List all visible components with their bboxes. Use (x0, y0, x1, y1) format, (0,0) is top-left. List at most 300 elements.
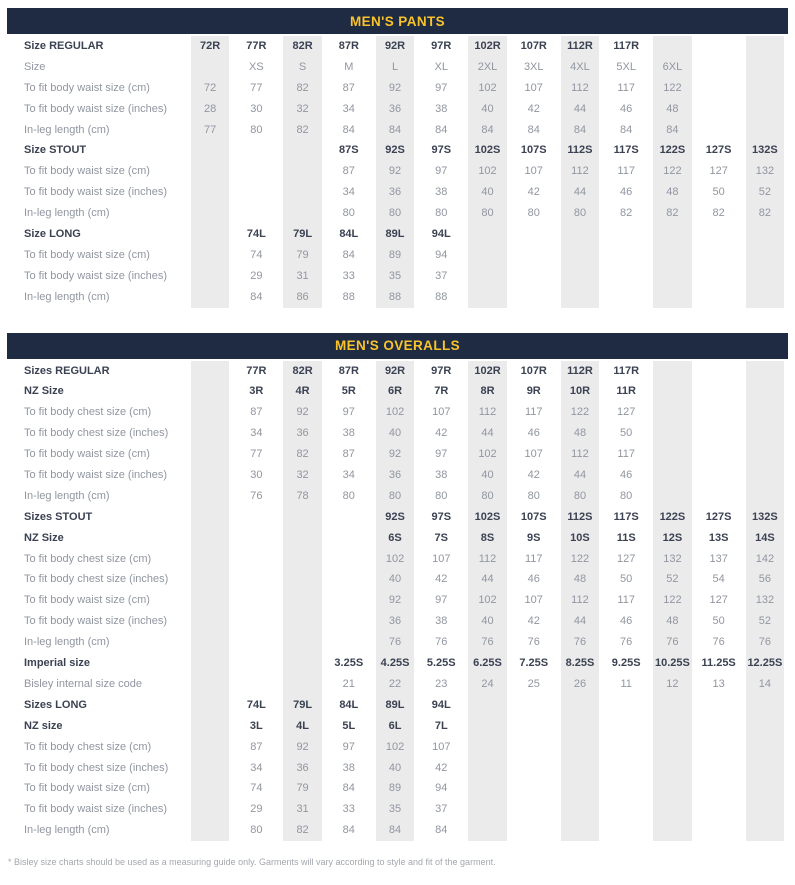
size-cell: 82 (279, 120, 325, 141)
row-label: Size REGULAR (24, 40, 104, 52)
size-cell: 77 (250, 448, 263, 461)
row-label: To fit body waist size (inches) (24, 469, 168, 482)
size-cell (557, 737, 603, 758)
size-cell (696, 758, 742, 779)
size-cell (233, 161, 279, 182)
size-cell (742, 737, 788, 758)
size-cell: 36 (372, 465, 418, 486)
size-cell: 6.25S (464, 653, 510, 674)
size-cell: 21 (342, 677, 355, 690)
size-cell: 14S (742, 528, 788, 549)
row-label: Bisley internal size code (24, 677, 143, 690)
size-cell (279, 549, 325, 570)
size-cell (511, 799, 557, 820)
size-cell (649, 716, 695, 737)
footnote: * Bisley size charts should be used as a measuring guide only. Garments will vary according to style and fit of the garment. (8, 857, 496, 868)
size-cell: 74L (246, 228, 266, 241)
size-cell: 2XL (464, 57, 510, 78)
size-cell: 72R (187, 36, 233, 57)
size-cell (187, 758, 233, 779)
size-cell (233, 549, 279, 570)
size-cell: 97 (342, 406, 355, 419)
size-cell: 12 (649, 674, 695, 695)
size-cell: 8R (464, 381, 510, 402)
size-cell (742, 245, 788, 266)
size-cell: 34 (342, 102, 355, 115)
size-cell: 89 (372, 245, 418, 266)
size-cell: 89 (372, 778, 418, 799)
size-cell: 132 (742, 161, 788, 182)
size-cell: 80 (372, 203, 418, 224)
size-cell (696, 778, 742, 799)
size-cell: 80 (435, 489, 448, 502)
size-cell: 92 (372, 590, 418, 611)
size-cell: 11S (616, 531, 636, 544)
size-cell (603, 737, 649, 758)
size-cell: 82 (620, 207, 633, 220)
size-cell: 44 (464, 423, 510, 444)
size-cell: 94L (431, 698, 451, 711)
size-cell (187, 653, 233, 674)
size-cell (742, 224, 788, 245)
size-cell (696, 737, 742, 758)
size-cell: 107R (520, 364, 547, 377)
size-cell (233, 632, 279, 653)
size-cell: 107 (432, 740, 451, 753)
size-cell: 42 (527, 469, 540, 482)
size-cell: 11 (620, 677, 632, 690)
size-cell (696, 78, 742, 99)
size-cell: 97S (431, 144, 452, 157)
row-label: Size LONG (24, 228, 81, 241)
size-cell (187, 695, 233, 716)
size-cell: 7L (434, 719, 448, 732)
size-cell (326, 507, 372, 528)
size-cell (649, 287, 695, 308)
size-cell: 107S (520, 510, 547, 523)
size-cell: 84 (435, 824, 448, 837)
size-cell: 29 (250, 269, 263, 282)
size-cell (187, 528, 233, 549)
size-cell: 50 (712, 615, 725, 628)
size-cell (742, 486, 788, 507)
size-cell: 5L (342, 719, 356, 732)
size-cell: 87R (338, 364, 359, 377)
size-cell (696, 120, 742, 141)
mens-pants-table (7, 8, 788, 308)
size-cell: 38 (435, 186, 448, 199)
size-cell: 7.25S (519, 657, 549, 670)
size-cell: 80 (250, 824, 263, 837)
size-cell: 87 (342, 81, 355, 94)
size-cell: 8.25S (557, 653, 603, 674)
size-cell (187, 266, 233, 287)
size-cell: L (372, 57, 418, 78)
size-cell: 77 (187, 120, 233, 141)
size-cell (603, 287, 649, 308)
mens-pants-grid (7, 36, 788, 308)
mens-overalls-grid (7, 361, 788, 841)
size-cell (233, 590, 279, 611)
size-cell: 40 (464, 611, 510, 632)
size-cell (742, 287, 788, 308)
size-cell: 52 (649, 569, 695, 590)
size-cell: 48 (557, 423, 603, 444)
size-cell: 117 (617, 165, 635, 178)
size-cell: S (279, 57, 325, 78)
size-cell: 34 (250, 761, 263, 774)
size-cell (187, 140, 233, 161)
size-cell: 122 (557, 549, 603, 570)
size-cell (187, 423, 233, 444)
size-cell (511, 245, 557, 266)
size-cell: 44 (557, 465, 603, 486)
size-cell: 107 (524, 81, 543, 94)
row-label: In-leg length (cm) (24, 824, 110, 837)
size-cell (603, 245, 649, 266)
size-cell: 33 (342, 269, 355, 282)
size-cell: 48 (649, 182, 695, 203)
size-cell: 92 (372, 78, 418, 99)
size-cell (742, 78, 788, 99)
size-cell: 79 (279, 778, 325, 799)
size-cell: M (344, 60, 354, 73)
row-label: In-leg length (cm) (24, 636, 110, 649)
size-cell: 3.25S (334, 657, 364, 670)
size-cell (603, 820, 649, 841)
size-cell: 97 (342, 740, 355, 753)
size-cell: 97 (435, 594, 448, 607)
size-cell (511, 820, 557, 841)
size-cell (187, 799, 233, 820)
size-cell (696, 361, 742, 382)
size-cell: 112S (557, 140, 603, 161)
size-cell: 92R (372, 361, 418, 382)
size-cell (233, 182, 279, 203)
size-cell (742, 758, 788, 779)
size-cell (696, 820, 742, 841)
size-cell (187, 569, 233, 590)
size-cell: 117 (524, 406, 543, 419)
size-cell: 38 (342, 427, 355, 440)
size-cell: 122S (649, 507, 695, 528)
size-cell: 52 (742, 182, 788, 203)
size-cell (603, 266, 649, 287)
size-cell (187, 182, 233, 203)
row-label: To fit body waist size (cm) (24, 594, 150, 607)
size-cell: 117 (617, 594, 635, 607)
size-cell: 97R (431, 364, 452, 377)
size-cell (742, 266, 788, 287)
size-cell: 82R (279, 361, 325, 382)
size-cell (696, 465, 742, 486)
size-cell (187, 287, 233, 308)
size-cell (187, 820, 233, 841)
size-cell: 122 (649, 161, 695, 182)
size-cell (279, 203, 325, 224)
size-cell: 92S (372, 140, 418, 161)
size-cell: 87 (250, 406, 263, 419)
size-cell (464, 245, 510, 266)
size-cell: 36 (372, 182, 418, 203)
size-cell: 48 (649, 99, 695, 120)
size-cell: 82 (279, 78, 325, 99)
size-cell: 6XL (649, 57, 695, 78)
size-cell: 86 (279, 287, 325, 308)
size-cell: 4L (279, 716, 325, 737)
size-cell (279, 140, 325, 161)
row-label: To fit body waist size (inches) (24, 615, 168, 628)
size-cell: 44 (557, 182, 603, 203)
size-cell: 32 (279, 99, 325, 120)
size-cell (696, 695, 742, 716)
size-cell: 12S (649, 528, 695, 549)
size-cell: 76 (527, 636, 540, 649)
size-cell: 88 (372, 287, 418, 308)
size-cell: 142 (742, 549, 788, 570)
size-cell: 97R (431, 40, 452, 52)
size-cell (649, 245, 695, 266)
size-cell (187, 224, 233, 245)
size-cell (649, 778, 695, 799)
size-cell (649, 266, 695, 287)
size-cell: 11.25S (701, 657, 736, 670)
size-cell: 77 (250, 81, 263, 94)
size-cell: 6R (372, 381, 418, 402)
size-cell: 30 (250, 102, 263, 115)
size-cell: 38 (342, 761, 355, 774)
size-cell (742, 799, 788, 820)
size-cell: 14 (742, 674, 788, 695)
row-label: To fit body waist size (inches) (24, 269, 168, 282)
size-cell (187, 716, 233, 737)
size-cell (742, 361, 788, 382)
size-cell: 87 (342, 165, 355, 178)
row-label: Imperial size (24, 657, 91, 670)
size-cell (742, 820, 788, 841)
size-cell (279, 653, 325, 674)
size-cell: 102S (464, 140, 510, 161)
size-cell: 76 (649, 632, 695, 653)
size-cell (742, 402, 788, 423)
size-cell: 80 (464, 203, 510, 224)
size-cell (603, 716, 649, 737)
size-cell: 38 (435, 615, 448, 628)
size-cell: 112 (557, 161, 603, 182)
size-cell (279, 590, 325, 611)
size-cell: 31 (279, 799, 325, 820)
size-cell (464, 287, 510, 308)
size-cell: 107 (524, 594, 543, 607)
size-cell: 35 (372, 799, 418, 820)
size-cell: 35 (372, 266, 418, 287)
size-cell: 34 (342, 186, 355, 199)
mens-pants-header-bar (7, 8, 788, 34)
size-cell: 24 (464, 674, 510, 695)
row-label: In-leg length (cm) (24, 290, 110, 303)
size-cell: 40 (372, 758, 418, 779)
row-label: To fit body chest size (cm) (24, 552, 152, 565)
size-cell: 72 (187, 78, 233, 99)
size-cell (187, 161, 233, 182)
row-label: Size STOUT (24, 144, 87, 157)
size-cell (233, 653, 279, 674)
size-cell: 102 (464, 444, 510, 465)
size-cell (187, 507, 233, 528)
size-cell (742, 716, 788, 737)
size-cell (649, 381, 695, 402)
size-cell: 44 (557, 99, 603, 120)
size-cell: 88 (435, 290, 448, 303)
size-cell: 102 (464, 590, 510, 611)
size-cell: 84 (557, 120, 603, 141)
size-cell: 112 (557, 590, 603, 611)
size-cell (649, 820, 695, 841)
size-cell: 77R (246, 40, 267, 52)
size-cell (557, 224, 603, 245)
size-cell: 40 (372, 569, 418, 590)
row-label: To fit body waist size (cm) (24, 448, 150, 461)
size-cell (696, 423, 742, 444)
size-cell (464, 737, 510, 758)
size-cell (187, 486, 233, 507)
size-cell (464, 778, 510, 799)
size-cell: 122 (557, 402, 603, 423)
row-label: To fit body chest size (cm) (24, 406, 152, 419)
size-cell: 80 (342, 207, 355, 220)
size-cell: 76 (712, 636, 725, 649)
size-cell (557, 778, 603, 799)
size-cell: 84 (342, 123, 355, 136)
size-cell: 9R (526, 385, 541, 398)
size-cell: 28 (187, 99, 233, 120)
size-cell (696, 486, 742, 507)
size-cell: 33 (342, 803, 355, 816)
size-cell: 112R (557, 36, 603, 57)
size-cell: 4R (279, 381, 325, 402)
size-cell: 92 (372, 444, 418, 465)
row-label: NZ size (24, 719, 63, 732)
size-cell (187, 203, 233, 224)
size-cell: 54 (712, 573, 725, 586)
size-cell: 36 (372, 99, 418, 120)
size-cell: 102 (372, 737, 418, 758)
size-cell (326, 528, 372, 549)
size-cell: 112 (464, 549, 510, 570)
row-label: To fit body waist size (cm) (24, 782, 150, 795)
size-cell: 117S (613, 510, 639, 523)
size-cell: 122 (649, 590, 695, 611)
size-cell: 42 (435, 427, 448, 440)
size-cell: 94L (431, 228, 451, 241)
size-cell: 94 (435, 782, 448, 795)
size-cell: 4XL (557, 57, 603, 78)
size-cell: 92R (372, 36, 418, 57)
size-cell: 84 (372, 120, 418, 141)
size-cell (279, 528, 325, 549)
size-cell: 56 (742, 569, 788, 590)
size-cell: 107 (432, 406, 451, 419)
size-cell: 102R (464, 36, 510, 57)
size-cell: 3XL (523, 60, 544, 73)
size-cell (696, 799, 742, 820)
mens-overalls-header-bar (7, 333, 788, 359)
size-cell: 3R (249, 385, 264, 398)
size-cell (696, 266, 742, 287)
size-cell: 40 (372, 423, 418, 444)
size-cell (603, 695, 649, 716)
size-cell: 74 (250, 782, 263, 795)
size-cell (649, 224, 695, 245)
size-cell: 3L (249, 719, 263, 732)
size-cell: 112 (557, 444, 603, 465)
row-label: To fit body chest size (inches) (24, 573, 169, 586)
size-cell: 84 (649, 120, 695, 141)
size-cell: 6S (372, 528, 418, 549)
size-cell (649, 799, 695, 820)
size-cell: 79 (279, 245, 325, 266)
size-cell: 26 (557, 674, 603, 695)
size-cell (557, 758, 603, 779)
size-cell (187, 361, 233, 382)
size-cell: 132 (742, 590, 788, 611)
size-cell (696, 36, 742, 57)
size-cell: 87 (342, 448, 355, 461)
size-cell: 30 (250, 469, 263, 482)
size-cell: 112R (557, 361, 603, 382)
size-cell (464, 266, 510, 287)
size-cell: 80 (557, 203, 603, 224)
row-label: To fit body waist size (cm) (24, 165, 150, 178)
size-cell (279, 632, 325, 653)
size-cell: 117 (524, 552, 543, 565)
size-cell (649, 402, 695, 423)
size-cell: 48 (557, 569, 603, 590)
size-cell: 76 (250, 489, 263, 502)
size-cell: 122S (649, 140, 695, 161)
size-cell: 82 (712, 207, 725, 220)
size-cell: 92S (372, 507, 418, 528)
size-cell: 9.25S (611, 657, 641, 670)
size-cell (326, 549, 372, 570)
size-cell (649, 465, 695, 486)
size-cell: 80 (620, 489, 633, 502)
size-cell (279, 507, 325, 528)
size-cell: 8S (464, 528, 510, 549)
size-cell: 84 (342, 248, 355, 261)
size-cell: 46 (620, 102, 633, 115)
size-cell (603, 758, 649, 779)
size-cell (557, 820, 603, 841)
size-cell (511, 758, 557, 779)
size-cell: 97 (435, 81, 448, 94)
size-cell: 92 (279, 402, 325, 423)
size-cell: 76 (557, 632, 603, 653)
size-cell (557, 266, 603, 287)
size-cell: 42 (435, 761, 448, 774)
size-cell: 89L (372, 695, 418, 716)
size-cell: 132S (742, 140, 788, 161)
size-cell: 74 (250, 248, 263, 261)
size-cell (326, 569, 372, 590)
size-cell (511, 778, 557, 799)
size-cell (464, 820, 510, 841)
size-cell (233, 611, 279, 632)
size-cell: 127S (705, 510, 732, 523)
size-cell (742, 444, 788, 465)
size-cell: 84 (342, 782, 355, 795)
size-cell (742, 695, 788, 716)
